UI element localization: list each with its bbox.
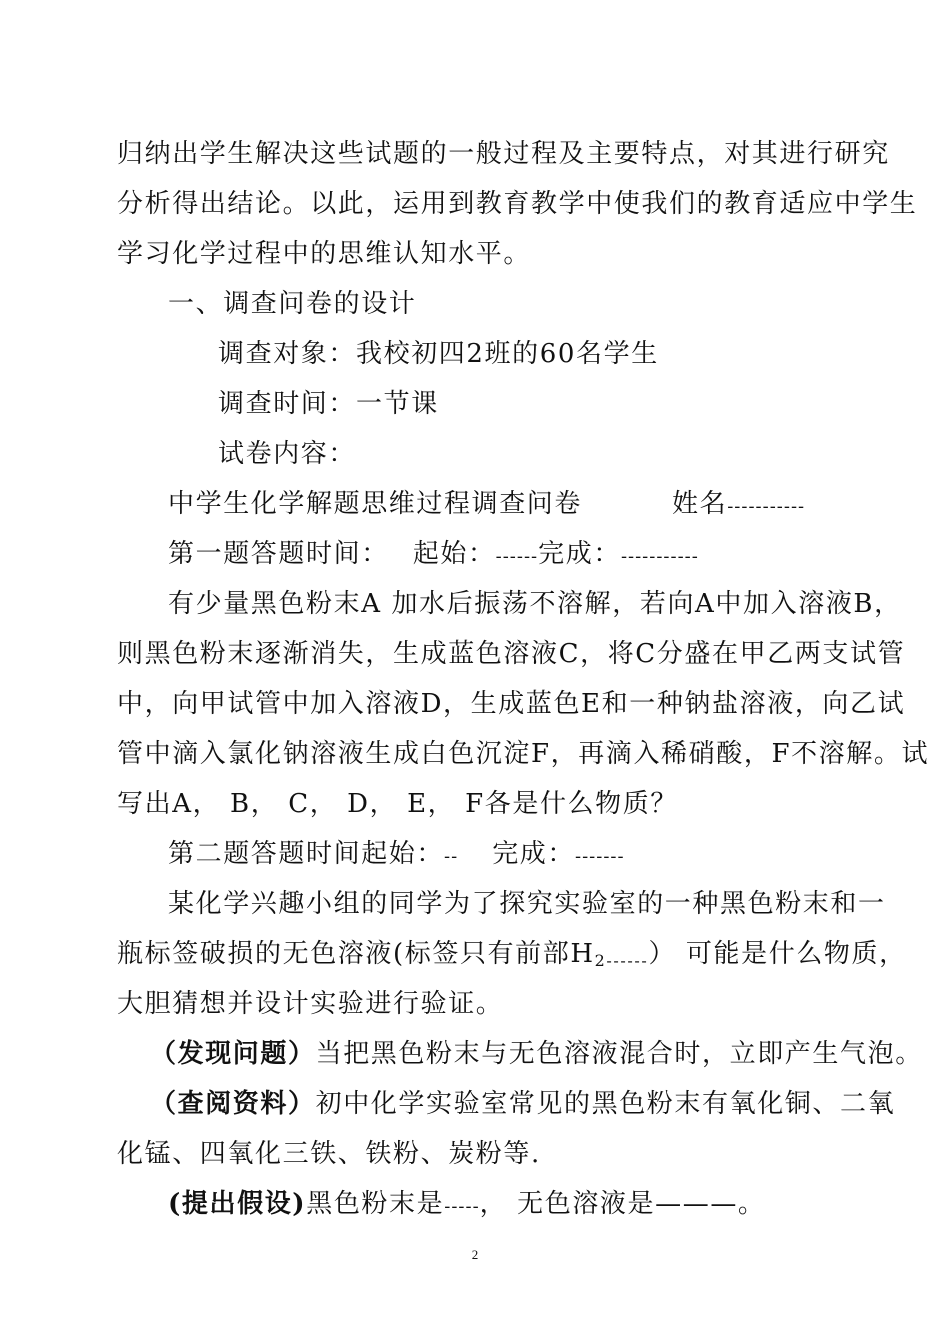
q1-time-row <box>168 536 837 572</box>
survey-time: 调查时间：一节课 <box>218 389 439 419</box>
reference-label: （查阅资料） <box>150 1089 316 1119</box>
find-problem-text: 当把黑色粉末与无色溶液混合时，立即产生气泡。 <box>315 1039 923 1069</box>
find-problem-row <box>150 1036 923 1072</box>
q2-line-2-part-b: ） 可能是什么物质， <box>648 939 907 969</box>
q1-line-3: 中，向甲试管中加入溶液D，生成蓝色E和一种钠盐溶液，向乙试 <box>117 689 906 719</box>
q1-start-blank: ------ <box>495 546 539 567</box>
q2-line-1: 某化学兴趣小组的同学为了探究实验室的一种黑色粉末和一 <box>168 889 886 919</box>
q1-end-blank: ----------- <box>620 546 699 567</box>
hypothesis-label: (提出假设) <box>168 1189 307 1219</box>
reference-line-2: 化锰、四氧化三铁、铁粉、炭粉等. <box>117 1139 541 1169</box>
survey-title: 中学生化学解题思维过程调查问卷 <box>168 489 583 519</box>
q2-line-3: 大胆猜想并设计实验进行验证。 <box>117 989 504 1019</box>
q1-start-label: 起始： <box>412 539 496 569</box>
q2-time-row <box>168 836 837 872</box>
paragraph-line-1: 归纳出学生解决这些试题的一般过程及主要特点，对其进行研究 <box>117 139 890 169</box>
survey-title-row <box>168 486 837 522</box>
hypothesis-blank: ----- <box>444 1196 480 1217</box>
label-blank: ------ <box>606 951 649 970</box>
q2-start-blank: -- <box>444 846 459 867</box>
hypothesis-text-1: 黑色粉末是 <box>306 1189 445 1219</box>
hypothesis-row <box>168 1186 837 1222</box>
q1-time-label: 第一题答题时间： <box>168 539 389 569</box>
name-blank: ----------- <box>727 496 806 517</box>
reference-row <box>150 1086 896 1122</box>
q2-end-label: 完成： <box>492 839 575 869</box>
q1-line-4: 管中滴入氯化钠溶液生成白色沉淀F，再滴入稀硝酸，F不溶解。试 <box>117 739 930 769</box>
q2-end-blank: ------- <box>575 846 625 867</box>
page-number: 2 <box>471 1247 479 1262</box>
q2-line-2-part-a: 瓶标签破损的无色溶液(标签只有前部H <box>117 939 595 969</box>
survey-content-label: 试卷内容： <box>218 439 357 469</box>
paragraph-line-3: 学习化学过程中的思维认知水平。 <box>117 239 532 269</box>
survey-target: 调查对象：我校初四2班的60名学生 <box>218 339 659 369</box>
section-heading: 一、调查问卷的设计 <box>168 289 417 319</box>
reference-text: 初中化学实验室常见的黑色粉末有氧化铜、二氧 <box>315 1089 896 1119</box>
q1-end-label: 完成： <box>538 539 621 569</box>
q1-line-1: 有少量黑色粉末A 加水后振荡不溶解，若向A中加入溶液B， <box>168 589 902 619</box>
q2-line-2 <box>117 936 907 972</box>
q2-time-label: 第二题答题时间起始： <box>168 839 445 869</box>
q1-line-5: 写出A， B， C， D， E， F各是什么物质？ <box>117 789 678 819</box>
paragraph-line-2: 分析得出结论。以此，运用到教育教学中使我们的教育适应中学生 <box>117 189 918 219</box>
name-label: 姓名 <box>672 489 728 519</box>
subscript-2: 2 <box>594 951 607 970</box>
q1-line-2: 则黑色粉末逐渐消失，生成蓝色溶液C，将C分盛在甲乙两支试管 <box>117 639 906 669</box>
find-problem-label: （发现问题） <box>150 1039 316 1069</box>
hypothesis-text-2: ， 无色溶液是———。 <box>479 1189 766 1219</box>
